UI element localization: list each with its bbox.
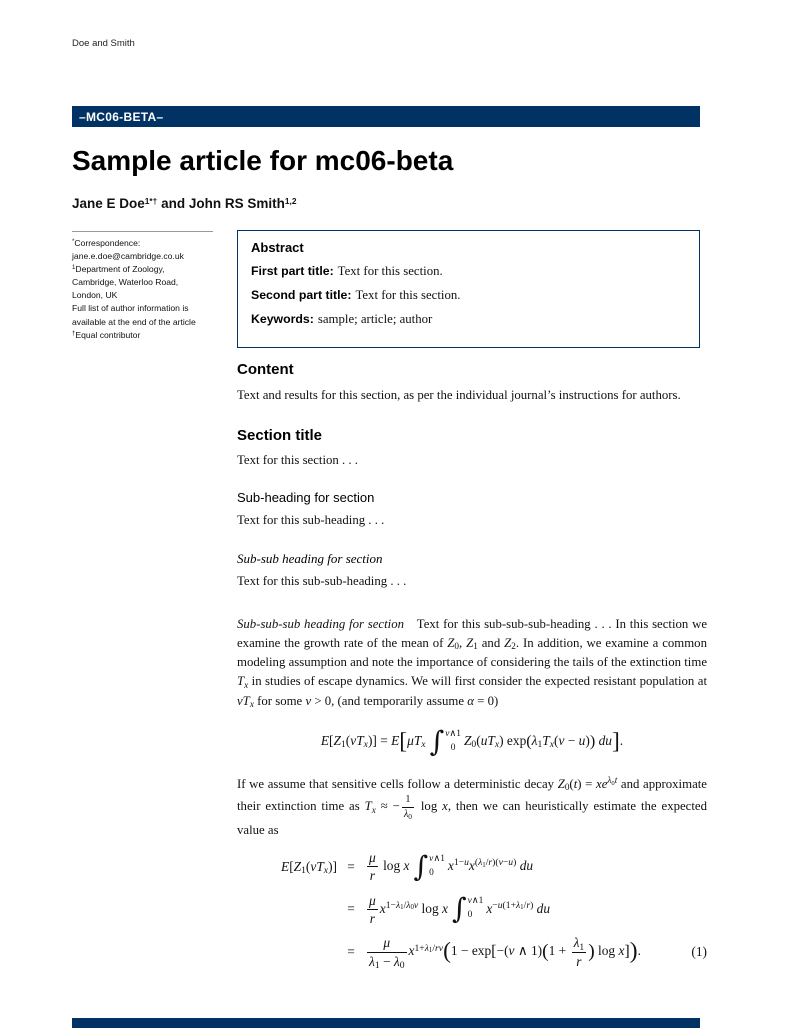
equals-sign: = bbox=[347, 944, 355, 960]
equals-sign: = bbox=[347, 858, 355, 874]
correspondence-sidebar bbox=[72, 231, 213, 342]
journal-banner-text: –MC06-BETA– bbox=[79, 109, 164, 124]
equation-row-3 bbox=[237, 935, 707, 972]
paragraph-subsubsection: Text for this sub-sub-heading . . . bbox=[237, 573, 407, 588]
journal-banner bbox=[72, 106, 700, 127]
footer-bar bbox=[72, 1018, 700, 1028]
sidebar-line-affiliation-2: Cambridge, Waterloo Road, bbox=[72, 277, 179, 288]
subsubsection-heading: Sub-sub heading for section bbox=[237, 551, 383, 567]
section-heading-content: Content bbox=[237, 361, 294, 378]
abstract-heading: Abstract bbox=[251, 240, 304, 255]
abstract-item-text: Text for this section. bbox=[355, 288, 461, 303]
abstract-item-label: First part title: bbox=[251, 264, 334, 278]
equation-row-1 bbox=[237, 850, 707, 884]
paragraph-deterministic-decay: If we assume that sensitive cells follow a deterministic decay $Z_0(t) = xe^{\lambda_0t}$ and approximate their extinction time as $T_x$ ≈ − $\frac{1}{\lambda_0}$ log x, then we can heuristically estimate the expected value as bbox=[237, 775, 707, 837]
equation-rhs: $\frac{\mu}{r}$ log x ∫ v∧1 0 $x^{1-u}x^{(\lambda_1/r)(v-u)}$ du bbox=[369, 849, 534, 884]
abstract-item-text: Text for this section. bbox=[337, 264, 443, 278]
abstract-item-label: Keywords: bbox=[251, 312, 314, 327]
paragraph-with-runin-heading: Sub-sub-sub heading for section Text for this sub-sub-sub-heading . . . In this section we examine the growth rate of the mean of $Z_0$, $Z_1$ and $Z_2$. In addition, we examine a common modeling assumption and note the importance of considering the tails of the extinction time $T_x$ in studies of escape dynamics. We will first consider the expected resistant population at $vT_x$ for some v > 0, (and temporarily assume α = 0) bbox=[237, 616, 708, 709]
running-head: Doe and Smith bbox=[72, 38, 135, 49]
equation-rhs: $\frac{\mu}{\lambda_1 - \lambda_0}$ $x^{1+\lambda_1/rv}(1 - \exp[-(v$ ∧ 1)(1 + $\frac{\lambda_1}{r}$ ) log x]). bbox=[369, 935, 641, 972]
display-equation-aligned bbox=[237, 849, 707, 972]
sidebar-line-correspondence: *Correspondence: bbox=[72, 238, 141, 248]
sidebar-line-affiliation-1: $^1$Department of Zoology, bbox=[72, 264, 165, 275]
abstract-item-keywords bbox=[251, 310, 686, 329]
paragraph-subsection: Text for this sub-heading . . . bbox=[237, 512, 385, 527]
equation-rhs: $\frac{\mu}{r}$ $x^{1-\lambda_1/\lambda_0v}$ log x ∫ v∧1 0 $x^{-u(1+\lambda_1/r)}$ du bbox=[369, 892, 551, 926]
sidebar-line-equal-contributor: †Equal contributor bbox=[72, 329, 141, 340]
sidebar-line-fulllist-2: available at the end of the article bbox=[72, 316, 196, 327]
paragraph-content: Text and results for this section, as per the individual journal’s instructions for authors. bbox=[237, 387, 681, 402]
article-title: Sample article for mc06-beta bbox=[72, 145, 454, 176]
sidebar-line-fulllist-1: Full list of author information is bbox=[72, 303, 189, 314]
equation-row-2 bbox=[237, 893, 707, 927]
abstract-item-first-part bbox=[251, 262, 686, 281]
display-equation-unnumbered: $E[Z_1(vT_x)] = E[\mu T_x$ ∫ v∧1 0 $Z_0(uT_x) \exp(\lambda_1T_x(v - u))$ du]. bbox=[320, 724, 624, 758]
subsection-heading: Sub-heading for section bbox=[237, 490, 375, 506]
abstract-item-second-part bbox=[251, 286, 686, 305]
correspondence-email[interactable]: jane.e.doe@cambridge.co.uk bbox=[72, 251, 184, 262]
equation-number: (1) bbox=[691, 944, 707, 960]
authors-line: Jane E Doe$^{1*\dagger}$ and John RS Smith$^{1,2}$ bbox=[72, 195, 297, 211]
sidebar-line-affiliation-3: London, UK bbox=[72, 290, 118, 301]
article-body bbox=[237, 359, 707, 978]
section-heading-section-title: Section title bbox=[237, 426, 323, 444]
abstract-item-label: Second part title: bbox=[251, 288, 352, 303]
equation-lhs: $E[Z_1(vT_x)]$ bbox=[281, 858, 337, 876]
abstract-item-text: sample; article; author bbox=[317, 312, 433, 327]
abstract-box bbox=[237, 230, 700, 348]
paragraph-section: Text for this section . . . bbox=[237, 453, 359, 468]
equals-sign: = bbox=[347, 901, 355, 917]
